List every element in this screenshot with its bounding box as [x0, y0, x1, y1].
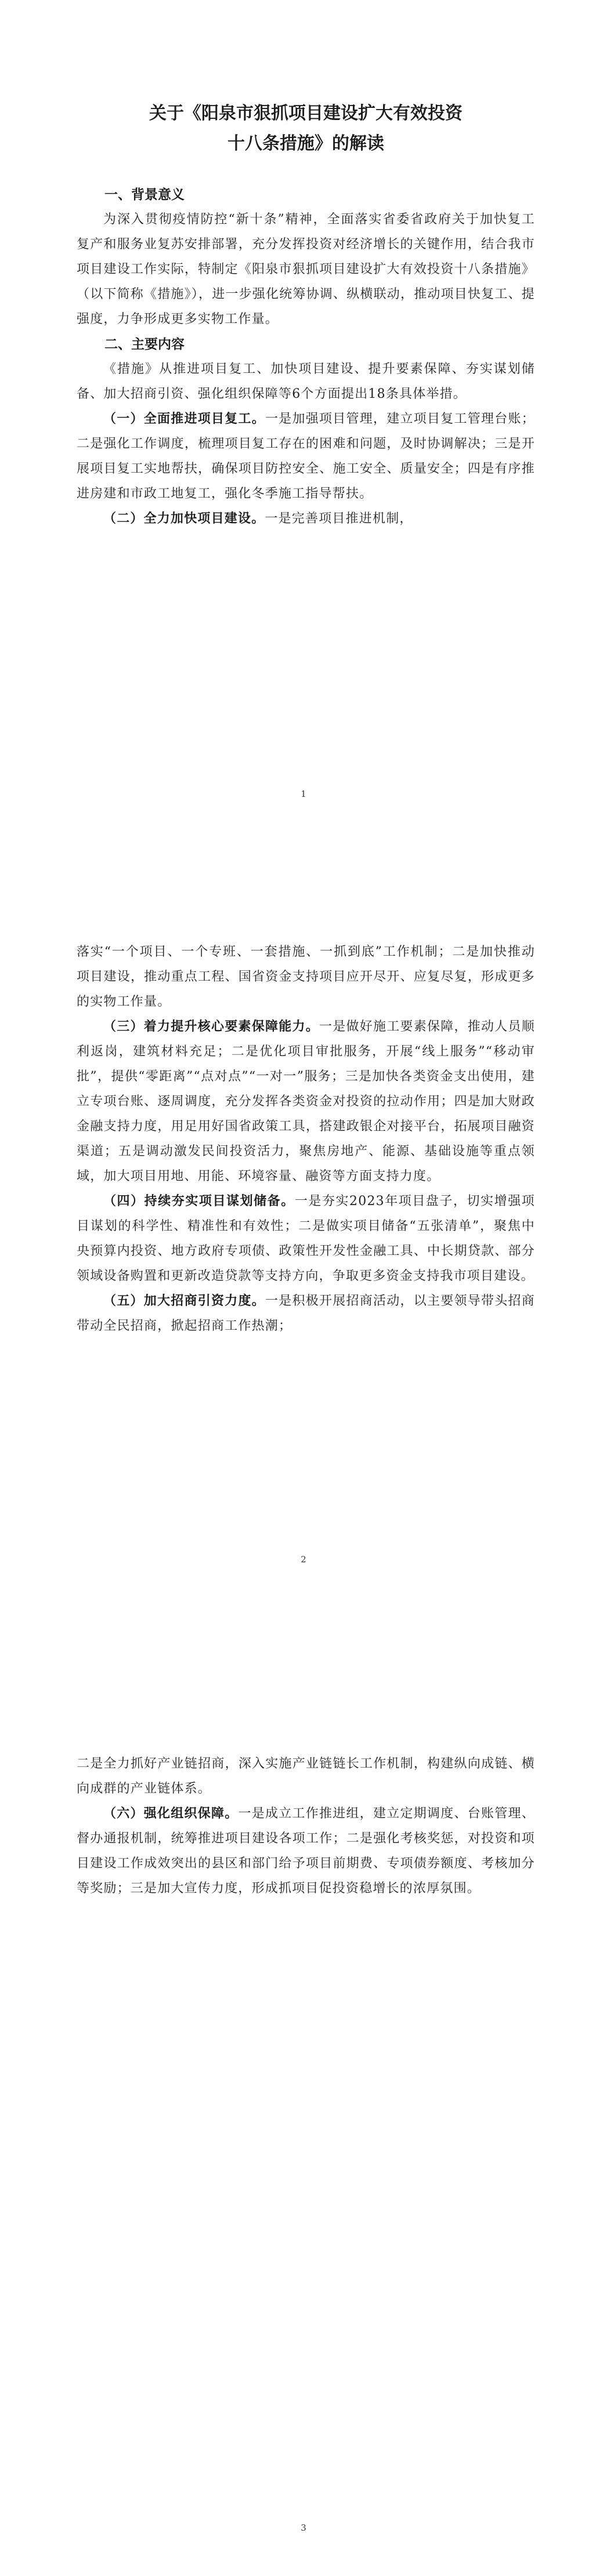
item-5-paragraph-continued: 二是全力抓好产业链招商，深入实施产业链链长工作机制，构建纵向成链、横向成群的产业链体系。 [77, 1757, 535, 1796]
document-page-3 [0, 1717, 607, 2576]
item-6-text: 一是成立工作推进组，建立定期调度、台账管理、督办通报机制，统筹推进项目建设各项工作；二是强化考核奖惩，对投资和项目建设工作成效突出的县区和部门给予项目前期费、专项债券额度、考核加分等奖励；三是加大宣传力度，形成抓项目促投资稳增长的浓厚氛围。 [77, 1806, 535, 1896]
item-5-paragraph-start [77, 1289, 535, 1338]
item-6-paragraph [77, 1801, 535, 1901]
page-2-content [77, 939, 535, 1338]
item-3-lead: （三）着力提升核心要素保障能力。 [103, 1019, 320, 1034]
item-2-lead: （二）全力加快项目建设。 [103, 511, 265, 526]
document-title-line-2: 十八条措施》的解读 [227, 133, 384, 154]
item-1-paragraph [77, 407, 535, 506]
item-5-lead: （五）加大招商引资力度。 [103, 1293, 266, 1308]
document-page-2 [0, 858, 607, 1717]
item-2-paragraph-start [77, 506, 535, 531]
page-1-content [77, 99, 535, 531]
page-number-2: 2 [301, 1554, 306, 1565]
item-3-paragraph [77, 1014, 535, 1189]
section-heading-background: 一、背景意义 [104, 187, 185, 202]
page-number-3: 3 [301, 2523, 306, 2533]
item-3-text: 一是做好施工要素保障，推动人员顺利返岗，建筑材料充足；二是优化项目审批服务，开展“线上服务”“移动审批”，提供“零距离”“点对点”“一对一”服务；三是加快各类资金支出使用，建立专项台账、逐周调度，充分发挥各类资金对投资的拉动作用；四是加大财政金融支持力度，用足用好国省政策工具，搭建政银企对接平台，拓展项目融资渠道；五是调动激发民间投资活力，聚焦房地产、能源、基础设施等重点领域，加大项目用地、用能、环境容量、融资等方面支持力度。 [77, 1019, 536, 1184]
item-4-paragraph [77, 1189, 535, 1289]
page-3-content [77, 1751, 535, 1901]
item-4-text: 一是夯实2023年项目盘子，切实增强项目谋划的科学性、精准性和有效性；二是做实项目储备“五张清单”，聚焦中央预算内投资、地方政府专项债、政策性开发性金融工具、中长期贷款、部分领域设备购置和更新改造贷款等支持方向，争取更多资金支持我市项目建设。 [77, 1194, 535, 1283]
page-number-1: 1 [301, 789, 306, 799]
item-1-text: 一是加强项目管理，建立项目复工管理台账；二是强化工作调度，梳理项目复工存在的困难和问题，及时协调解决；三是开展项目复工实地帮扶，确保项目防控安全、施工安全、质量安全；四是有序推进房建和市政工地复工，强化冬季施工指导帮扶。 [77, 412, 535, 501]
main-content-intro: 《措施》从推进项目复工、加快项目建设、提升要素保障、夯实谋划储备、加大招商引资、强化组织保障等6个方面提出18条具体举措。 [77, 362, 535, 401]
section-heading-main-content: 二、主要内容 [104, 336, 185, 352]
document-title [77, 99, 535, 159]
background-paragraph: 为深入贯彻疫情防控“新十条”精神，全面落实省委省政府关于加快复工复产和服务业复苏安排部署，充分发挥投资对经济增长的关键作用，结合我市项目建设工作实际，特制定《阳泉市狠抓项目建设扩大有效投资十八条措施》（以下简称《措施》），进一步强化统筹协调、纵横联动，推动项目快复工、提强度，力争形成更多实物工作量。 [77, 212, 536, 326]
item-4-lead: （四）持续夯实项目谋划储备。 [103, 1193, 295, 1209]
document-title-line-1: 关于《阳泉市狠抓项目建设扩大有效投资 [149, 103, 463, 124]
item-2-paragraph-continued: 落实“一个项目、一个专班、一套措施、一抓到底”工作机制；二是加快推动项目建设，推动重点工程、国省资金支持项目应开尽开、应复尽复，形成更多的实物工作量。 [77, 945, 535, 1009]
item-2-text-part-1: 一是完善项目推进机制， [265, 511, 413, 526]
item-6-lead: （六）强化组织保障。 [103, 1806, 239, 1821]
item-5-text-part-1: 一是积极开展招商活动，以主要领导带头招商带动全民招商，掀起招商工作热潮； [77, 1294, 535, 1333]
document-page-1 [0, 0, 607, 858]
item-1-lead: （一）全面推进项目复工。 [103, 411, 266, 426]
